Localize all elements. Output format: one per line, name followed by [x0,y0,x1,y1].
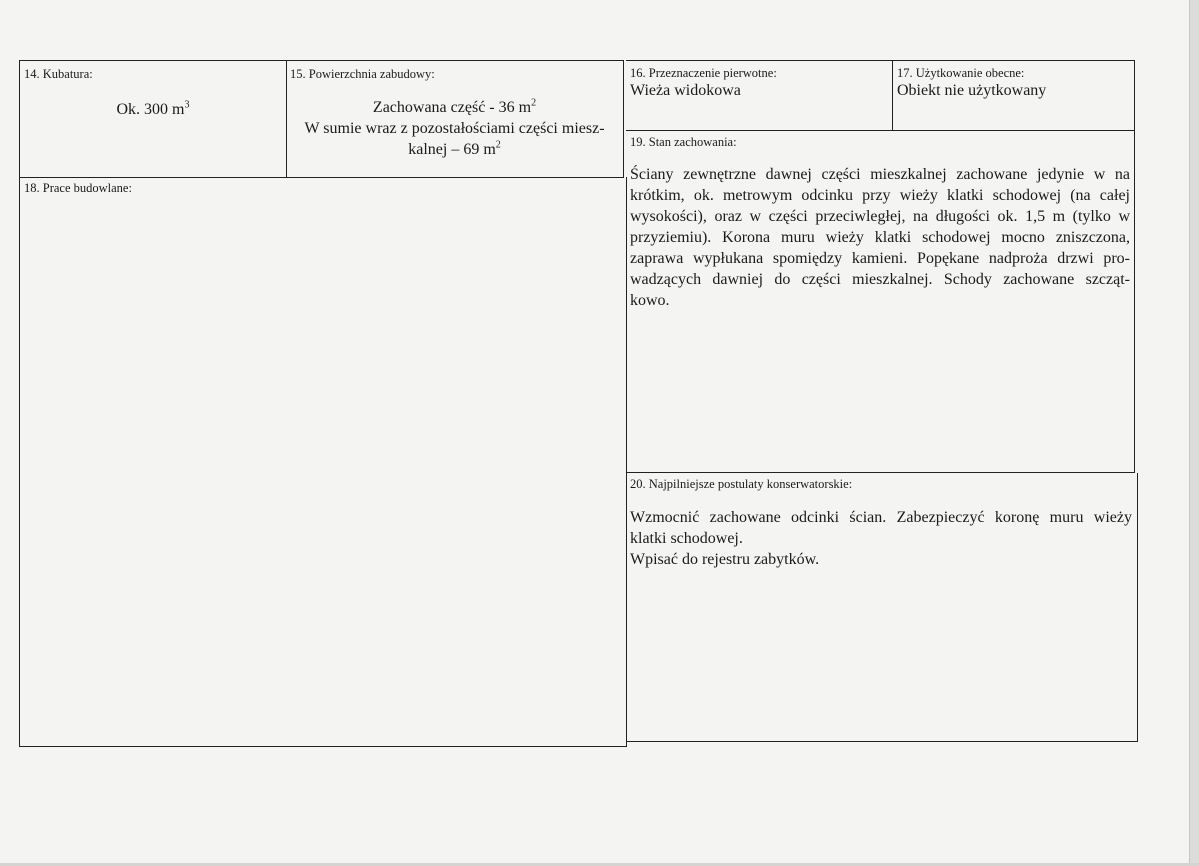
cell-przeznaczenie-pierwotne [626,60,893,131]
uzytkowanie-value: Obiekt nie użytkowany [897,82,1047,99]
stan-line: kowo. [630,292,670,309]
przeznaczenie-label: 16. Przeznaczenie pierwotne: [630,66,777,80]
postulaty-line: Wpisać do rejestru zabytków. [630,551,820,568]
postulaty-text [630,507,1132,570]
powierzchnia-line1: Zachowana część - 36 $m^2$ [372,97,537,116]
kubatura-label: 14. Kubatura: [24,67,93,81]
stan-line: zaprawa wypłukana spomiędzy kamieni. Popękane nadproża drzwi pro- [630,250,1130,267]
stan-line: Ściany zewnętrzne dawnej części mieszkalnej zachowane jedynie w na [630,166,1130,183]
stan-line: wysokości), oraz w części przeciwległej, na długości ok. 1,5 m (tylko w [630,208,1130,225]
cell-prace-budowlane [19,177,627,747]
prace-label: 18. Prace budowlane: [24,181,132,195]
stan-line: krótkim, ok. metrowym odcinku przy wieży klatki schodowej (na całej [630,187,1130,204]
postulaty-line: Wzmocnić zachowane odcinki ścian. Zabezpieczyć koronę muru wieży [630,509,1132,526]
stan-text [630,164,1130,311]
stan-line: przyziemiu). Korona muru wieży klatki schodowej mocno zniszczona, [630,229,1130,246]
cell-kubatura [19,60,287,178]
powierzchnia-line2: W sumie wraz z pozostałościami części miesz- [304,120,605,137]
powierzchnia-label: 15. Powierzchnia zabudowy: [290,67,435,81]
cell-uzytkowanie-obecne [893,60,1135,131]
cell-powierzchnia-zabudowy [286,60,624,178]
postulaty-line: klatki schodowej. [630,530,743,547]
stan-line: wadzących dawniej do części mieszkalnej. Schody zachowane szcząt- [630,271,1130,288]
kubatura-value: Ok. 300 $m^3$ [116,99,190,118]
scan-edge-right [1189,0,1199,866]
cell-postulaty-konserwatorskie [626,473,1138,742]
powierzchnia-line3: kalnej – 69 $m^2$ [408,139,501,158]
postulaty-label: 20. Najpilniejsze postulaty konserwatorskie: [630,477,853,491]
cell-stan-zachowania [626,130,1135,473]
uzytkowanie-label: 17. Użytkowanie obecne: [897,66,1025,80]
przeznaczenie-value: Wieża widokowa [630,82,741,99]
stan-label: 19. Stan zachowania: [630,135,737,149]
